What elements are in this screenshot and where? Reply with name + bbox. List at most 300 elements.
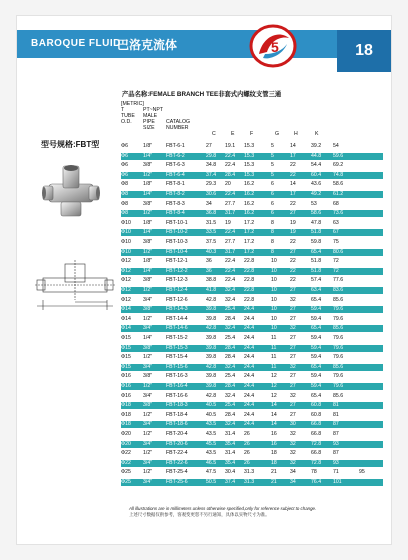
cell-extra: 79.6 [333, 373, 344, 380]
cell-h: 27 [290, 402, 296, 409]
cell-catalog: FBT-15-6 [166, 363, 188, 370]
cell-f: 15.3 [244, 162, 255, 169]
cell-k: 66.8 [311, 431, 322, 437]
cell-extra: 72 [333, 267, 339, 274]
cell-c: 42.8 [206, 296, 217, 303]
table-row [121, 181, 383, 188]
cell-g: 8 [271, 248, 274, 255]
cell-pipe: 1/8" [143, 143, 153, 149]
cell-pipe: 1/2" [143, 411, 153, 418]
cell-e: 28.4 [225, 344, 236, 351]
table-row [121, 172, 383, 179]
cell-k: 65.4 [311, 248, 322, 255]
cell-f: 24.4 [244, 306, 255, 313]
cell-k: 51.8 [311, 229, 322, 236]
cell-g: 8 [271, 219, 274, 226]
cell-pipe: 1/2" [143, 171, 153, 178]
cell-catalog: FBT-18-6 [166, 421, 188, 428]
cell-e: 28.4 [225, 354, 236, 361]
cell-c: 43.5 [206, 450, 217, 457]
table-row [121, 287, 383, 294]
cell-tube: Φ6 [121, 143, 129, 149]
cell-e: 31.4 [225, 431, 236, 437]
cell-e: 32.4 [225, 421, 236, 428]
cell-e: 25.4 [225, 373, 236, 380]
col-head-tube-line: T [121, 107, 125, 113]
table-row [121, 441, 383, 448]
cell-extra: 81 [333, 402, 339, 409]
cell-e: 37.4 [225, 479, 236, 485]
cell-f: 31.3 [244, 479, 255, 485]
cell-c: 39.8 [206, 383, 217, 389]
cell-extra: 93 [333, 459, 339, 466]
cell-k: 76.4 [311, 479, 322, 485]
cell-c: 42.8 [206, 363, 217, 370]
cell-tube: Φ16 [121, 392, 131, 399]
cell-c: 41.8 [206, 287, 217, 293]
cell-g: 10 [271, 267, 277, 274]
cell-h: 30 [290, 421, 296, 428]
cell-c: 29.3 [206, 181, 217, 188]
table-row [121, 268, 383, 275]
cell-g: 16 [271, 431, 277, 437]
cell-e: 35.4 [225, 440, 236, 447]
cell-h: 34 [290, 469, 296, 476]
cell-c: 40.5 [206, 402, 217, 409]
cell-e: 27.7 [225, 239, 236, 245]
table-row [121, 460, 383, 467]
cell-k: 59.4 [311, 373, 322, 380]
cell-pipe: 3/8" [143, 200, 153, 207]
cell-e: 22.4 [225, 162, 236, 169]
cell-f: 24.4 [244, 325, 255, 332]
col-head-pipe-line: SIZE [143, 125, 155, 131]
tee-fitting-photo [41, 162, 101, 224]
cell-k: 43.6 [311, 181, 322, 188]
cell-c: 37.4 [206, 171, 217, 178]
cell-extra: 87 [333, 421, 339, 428]
cell-c: 46.5 [206, 459, 217, 466]
cell-catalog: FBT-14-3 [166, 306, 188, 313]
cell-g: 10 [271, 325, 277, 332]
cell-catalog: FBT-16-6 [166, 392, 188, 399]
cell-pipe: 3/4" [143, 479, 153, 485]
cell-f: 17.2 [244, 219, 255, 226]
cell-f: 24.4 [244, 402, 255, 409]
cell-tube: Φ22 [121, 459, 131, 466]
cell-pipe: 3/8" [143, 239, 153, 245]
cell-g: 11 [271, 354, 277, 361]
cell-e: 32.4 [225, 325, 236, 332]
col-head-catalog-line: CATALOG [166, 119, 191, 125]
cell-g: 6 [271, 210, 274, 217]
table-row [121, 191, 383, 198]
cell-extra: 93 [333, 440, 339, 447]
table-row [121, 201, 383, 208]
cell-g: 21 [271, 469, 277, 476]
cell-h: 19 [290, 229, 296, 236]
cell-g: 16 [271, 440, 277, 447]
cell-catalog: FBT-12-6 [166, 296, 188, 303]
cell-catalog: FBT-6-3 [166, 162, 185, 169]
cell-e: 22.4 [225, 229, 236, 236]
cell-c: 29.8 [206, 152, 217, 159]
cell-e: 22.4 [225, 191, 236, 197]
table-row [121, 316, 383, 323]
cell-extra: 79.6 [333, 335, 344, 341]
svg-text:5: 5 [271, 39, 279, 55]
cell-h: 14 [290, 181, 296, 188]
cell-f: 16.2 [244, 181, 255, 188]
cell-g: 6 [271, 181, 274, 188]
page-number: 18 [355, 42, 373, 59]
cell-pipe: 1/2" [143, 315, 153, 322]
cell-g: 10 [271, 258, 277, 265]
cell-e: 22.4 [225, 267, 236, 274]
table-row [121, 220, 383, 227]
cell-catalog: FBT-12-1 [166, 258, 188, 265]
cell-h: 32 [290, 392, 296, 399]
col-head-k: K [315, 131, 319, 137]
cell-pipe: 1/2" [143, 469, 153, 476]
cell-f: 16.2 [244, 200, 255, 207]
cell-extra: 71 [333, 469, 339, 476]
cell-tube: Φ12 [121, 277, 131, 284]
cell-h: 22 [290, 171, 296, 178]
cell-catalog: FBT-12-2 [166, 267, 188, 274]
cell-extra: 85.6 [333, 392, 344, 399]
table-row [121, 258, 383, 265]
table-row [121, 383, 383, 390]
cell-extra: 77.6 [333, 277, 344, 284]
cell-g: 11 [271, 335, 277, 341]
cell-g: 11 [271, 363, 277, 370]
cell-h: 22 [290, 258, 296, 265]
cell-k: 63.4 [311, 287, 322, 293]
cell-tube: Φ12 [121, 267, 131, 274]
cell-c: 39.8 [206, 306, 217, 313]
cell-k: 72.8 [311, 440, 322, 447]
cell-h: 17 [290, 152, 296, 159]
cell-extra: 79.6 [333, 315, 344, 322]
cell-c: 42.8 [206, 325, 217, 332]
brand-name-en: BAROQUE FLUID [31, 38, 121, 49]
cell-tube: Φ14 [121, 306, 131, 313]
cell-c: 36.8 [206, 210, 217, 217]
cell-g: 18 [271, 450, 277, 457]
cell-g: 5 [271, 171, 274, 178]
cell-pipe: 3/8" [143, 277, 153, 284]
cell-g: 10 [271, 296, 277, 303]
cell-extra: 73.6 [333, 210, 344, 217]
cell-extra: 67 [333, 229, 339, 236]
cell-c: 37.5 [206, 239, 217, 245]
cell-catalog: FBT-22-4 [166, 450, 188, 457]
cell-k: 65.4 [311, 392, 322, 399]
table-row [121, 431, 383, 438]
cell-catalog: FBT-22-6 [166, 459, 188, 466]
cell-pipe: 3/8" [143, 344, 153, 351]
cell-catalog: FBT-15-2 [166, 335, 188, 341]
cell-e: 32.4 [225, 363, 236, 370]
cell-g: 14 [271, 402, 277, 409]
cell-h: 22 [290, 162, 296, 169]
cell-c: 31.5 [206, 219, 217, 226]
cell-pipe: 1/2" [143, 431, 153, 437]
col-head-f: F [250, 131, 254, 137]
cell-tube: Φ12 [121, 296, 131, 303]
cell-f: 24.4 [244, 421, 255, 428]
cell-k: 54.4 [311, 162, 322, 169]
cell-extra: 63 [333, 219, 339, 226]
cell-tube: Φ6 [121, 171, 129, 178]
col-head-tube-line: [METRIC] [121, 101, 144, 107]
cell-c: 40.5 [206, 411, 217, 418]
cell-pipe: 3/4" [143, 421, 153, 428]
cell-e: 28.4 [225, 383, 236, 389]
cell-e: 35.4 [225, 459, 236, 466]
cell-k: 51.8 [311, 267, 322, 274]
cell-c: 36 [206, 267, 212, 274]
cell-pipe: 1/2" [143, 248, 153, 255]
cell-c: 45.5 [206, 440, 217, 447]
cell-catalog: FBT-15-3 [166, 344, 188, 351]
cell-extra: 68 [333, 200, 339, 207]
cell-g: 14 [271, 411, 277, 418]
cell-h: 27 [290, 411, 296, 418]
cell-k: 59.4 [311, 344, 322, 351]
cell-tube: Φ18 [121, 402, 131, 409]
cell-k: 65.4 [311, 296, 322, 303]
cell-tube: Φ18 [121, 421, 131, 428]
cell-pipe: 3/4" [143, 363, 153, 370]
cell-c: 50.5 [206, 479, 217, 485]
cell-extra: 75 [333, 239, 339, 245]
cell-c: 39.8 [206, 344, 217, 351]
cell-pipe: 3/8" [143, 373, 153, 380]
cell-catalog: FBT-10-1 [166, 219, 188, 226]
cell-k: 57.4 [311, 277, 322, 284]
cell-f: 17.2 [244, 229, 255, 236]
table-row [121, 345, 383, 352]
cell-catalog: FBT-8-1 [166, 181, 185, 188]
table-row [121, 297, 383, 304]
cell-c: 27 [206, 143, 212, 149]
cell-k: 59.4 [311, 354, 322, 361]
cell-tube: Φ25 [121, 469, 131, 476]
cell-tube: Φ14 [121, 315, 131, 322]
cell-tube: Φ8 [121, 191, 129, 197]
cell-catalog: FBT-25-4 [166, 469, 188, 476]
table-row [121, 393, 383, 400]
cell-f: 31.3 [244, 469, 255, 476]
cell-extra: 59.6 [333, 152, 344, 159]
product-name: 产品名称:FEMALE BRANCH TEE非套式内螺纹支管三通 [122, 91, 282, 98]
cell-tube: Φ10 [121, 229, 131, 236]
cell-h: 27 [290, 315, 296, 322]
cell-extra: 79.6 [333, 306, 344, 313]
cell-catalog: FBT-18-3 [166, 402, 188, 409]
table-row [121, 450, 383, 457]
cell-pipe: 3/8" [143, 306, 153, 313]
cell-tube: Φ8 [121, 210, 129, 217]
cell-g: 12 [271, 373, 277, 380]
footnote-cn: 上述尺寸数据仅供参考，客观变更恕不另行通知，具体以实物尺寸为准。 [129, 512, 270, 517]
cell-tube: Φ15 [121, 363, 131, 370]
cell-e: 22.4 [225, 258, 236, 265]
cell-f: 17.2 [244, 239, 255, 245]
technical-drawing [35, 256, 115, 314]
cell-extra2: 95 [359, 469, 365, 476]
cell-h: 14 [290, 143, 296, 149]
cell-h: 27 [290, 248, 296, 255]
cell-e: 31.7 [225, 210, 236, 217]
col-head-catalog-line: NUMBER [166, 125, 189, 131]
cell-catalog: FBT-20-6 [166, 440, 188, 447]
cell-k: 65.4 [311, 363, 322, 370]
cell-k: 59.4 [311, 315, 322, 322]
cell-g: 5 [271, 152, 274, 159]
cell-g: 5 [271, 162, 274, 169]
cell-tube: Φ12 [121, 287, 131, 293]
cell-g: 12 [271, 392, 277, 399]
cell-c: 43.5 [206, 431, 217, 437]
cell-e: 22.4 [225, 277, 236, 284]
table-row [121, 239, 383, 246]
cell-k: 59.4 [311, 335, 322, 341]
col-head-catalog [166, 119, 190, 131]
cell-f: 15.3 [244, 171, 255, 178]
cell-tube: Φ16 [121, 373, 131, 380]
cell-f: 22.8 [244, 287, 255, 293]
cell-c: 47.5 [206, 469, 217, 476]
cell-g: 12 [271, 383, 277, 389]
col-head-g: G [275, 131, 280, 137]
cell-catalog: FBT-18-4 [166, 411, 188, 418]
cell-pipe: 3/4" [143, 325, 153, 332]
table-row [121, 277, 383, 284]
cell-f: 26 [244, 450, 250, 457]
cell-catalog: FBT-15-4 [166, 354, 188, 361]
cell-f: 15.3 [244, 152, 255, 159]
cell-tube: Φ22 [121, 450, 131, 457]
cell-pipe: 1/2" [143, 354, 153, 361]
cell-pipe: 1/2" [143, 287, 153, 293]
cell-extra: 85.6 [333, 296, 344, 303]
col-head-c: C [212, 131, 216, 137]
cell-catalog: FBT-10-4 [166, 248, 188, 255]
table-row [121, 479, 383, 486]
cell-catalog: FBT-14-4 [166, 315, 188, 322]
cell-pipe: 1/2" [143, 210, 153, 217]
cell-c: 40.3 [206, 248, 217, 255]
col-head-pipe-line: MALE [143, 113, 158, 119]
cell-extra: 79.6 [333, 354, 344, 361]
cell-h: 22 [290, 200, 296, 207]
cell-catalog: FBT-6-2 [166, 152, 185, 159]
cell-pipe: 3/8" [143, 162, 153, 169]
table-row [121, 421, 383, 428]
cell-extra: 87 [333, 450, 339, 457]
cell-f: 24.4 [244, 383, 255, 389]
cell-g: 10 [271, 306, 277, 313]
cell-catalog: FBT-8-2 [166, 191, 185, 197]
cell-e: 32.4 [225, 287, 236, 293]
cell-catalog: FBT-6-4 [166, 171, 185, 178]
col-head-tube [121, 101, 144, 125]
cell-extra: 85.6 [333, 363, 344, 370]
cell-f: 16.2 [244, 210, 255, 217]
cell-h: 27 [290, 335, 296, 341]
footnote-en: All illustrations are in millimeters unless otherwise specified,only for reference subject to change. [129, 506, 317, 511]
cell-catalog: FBT-14-6 [166, 325, 188, 332]
table-row [121, 162, 383, 169]
cell-h: 17 [290, 191, 296, 197]
cell-tube: Φ12 [121, 258, 131, 265]
cell-pipe: 1/8" [143, 219, 153, 226]
cell-f: 24.4 [244, 344, 255, 351]
cell-h: 27 [290, 344, 296, 351]
cell-g: 8 [271, 239, 274, 245]
col-head-h: H [294, 131, 298, 137]
cell-f: 24.4 [244, 363, 255, 370]
brand-logo-icon [249, 24, 297, 68]
cell-pipe: 1/4" [143, 229, 153, 236]
cell-k: 44.8 [311, 152, 322, 159]
cell-c: 33.5 [206, 229, 217, 236]
cell-c: 30.6 [206, 191, 217, 197]
cell-h: 19 [290, 219, 296, 226]
cell-catalog: FBT-20-4 [166, 431, 188, 437]
cell-h: 22 [290, 239, 296, 245]
cell-e: 28.4 [225, 171, 236, 178]
cell-k: 65.4 [311, 325, 322, 332]
cell-catalog: FBT-8-4 [166, 210, 185, 217]
cell-f: 24.4 [244, 411, 255, 418]
cell-extra: 80.6 [333, 248, 344, 255]
cell-e: 25.4 [225, 306, 236, 313]
cell-e: 28.4 [225, 411, 236, 418]
cell-k: 60.8 [311, 402, 322, 409]
cell-f: 24.4 [244, 315, 255, 322]
cell-h: 32 [290, 431, 296, 437]
cell-c: 43.5 [206, 421, 217, 428]
cell-c: 38.8 [206, 277, 217, 284]
cell-tube: Φ6 [121, 152, 129, 159]
cell-g: 8 [271, 229, 274, 236]
col-head-tube-line: O.D. [121, 119, 132, 125]
cell-h: 32 [290, 325, 296, 332]
cell-c: 39.8 [206, 315, 217, 322]
cell-extra: 61.2 [333, 191, 344, 197]
header [17, 16, 391, 74]
table-row [121, 306, 383, 313]
cell-h: 32 [290, 450, 296, 457]
cell-h: 22 [290, 267, 296, 274]
cell-catalog: FBT-8-3 [166, 200, 185, 207]
cell-pipe: 1/8" [143, 181, 153, 188]
cell-pipe: 3/4" [143, 296, 153, 303]
cell-k: 60.8 [311, 411, 322, 418]
cell-g: 10 [271, 287, 277, 293]
cell-h: 22 [290, 277, 296, 284]
cell-tube: Φ8 [121, 200, 129, 207]
cell-k: 66.8 [311, 450, 322, 457]
cell-f: 22.8 [244, 277, 255, 284]
catalog-sheet [17, 16, 391, 544]
table-row [121, 153, 383, 160]
cell-extra: 81 [333, 411, 339, 418]
